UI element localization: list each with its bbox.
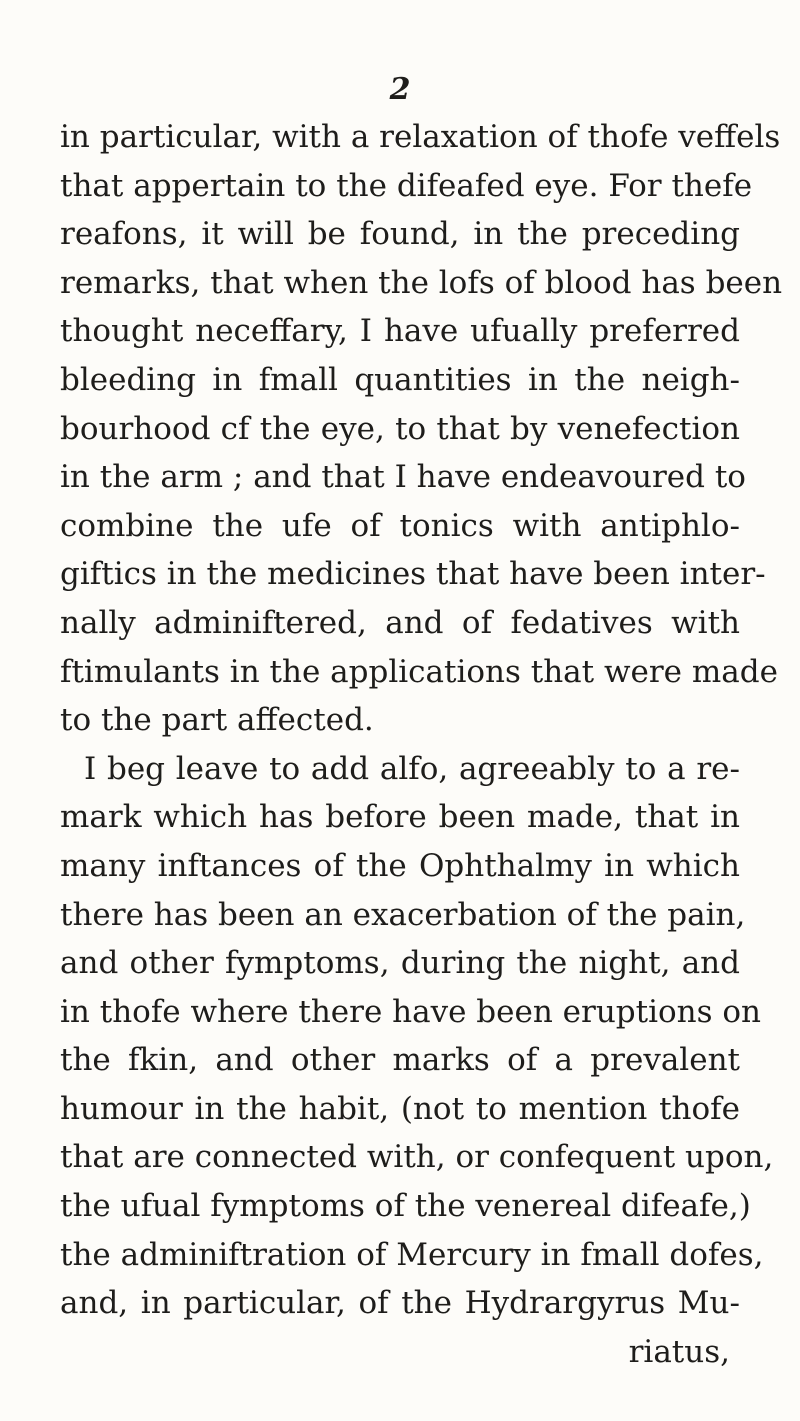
- text-line: to the part affected.: [60, 702, 374, 739]
- text-line: thought neceffary, I have ufually preferred: [60, 313, 740, 350]
- text-line: I beg leave to add alfo, agreeably to a re-: [84, 750, 740, 787]
- text-line: in the arm ; and that I have endeavoured to: [60, 459, 746, 496]
- page-number: 2: [389, 72, 411, 107]
- text-line: bourhood cf the eye, to that by venefection: [60, 410, 740, 447]
- catchword: riatus,: [628, 1333, 730, 1370]
- text-line: the adminiftration of Mercury in fmall dofes,: [60, 1236, 764, 1273]
- text-line: nally adminiftered, and of fedatives with: [60, 604, 740, 641]
- text-line: that appertain to the difeafed eye. For thefe: [60, 167, 753, 204]
- text-line: humour in the habit, (not to mention thofe: [60, 1090, 740, 1127]
- text-line: giftics in the medicines that have been inter-: [60, 556, 766, 593]
- text-line: mark which has before been made, that in: [60, 799, 740, 836]
- text-line: many inftances of the Ophthalmy in which: [60, 847, 740, 884]
- text-line: the fkin, and other marks of a prevalent: [60, 1042, 740, 1079]
- text-line: the ufual fymptoms of the venereal difeafe,): [60, 1188, 751, 1225]
- text-line: remarks, that when the lofs of blood has been: [60, 264, 783, 301]
- text-line: and, in particular, of the Hydrargyrus Mu-: [60, 1285, 740, 1322]
- text-line: ftimulants in the applications that were made: [60, 653, 778, 690]
- text-line: combine the ufe of tonics with antiphlo-: [60, 507, 740, 544]
- text-line: bleeding in fmall quantities in the neigh-: [60, 361, 740, 398]
- body-text: [60, 113, 783, 1376]
- text-line: and other fymptoms, during the night, and: [60, 945, 740, 982]
- text-line: there has been an exacerbation of the pain,: [60, 896, 746, 933]
- text-line: in particular, with a relaxation of thofe veffels: [60, 119, 781, 155]
- text-line: in thofe where there have been eruptions on: [60, 993, 762, 1030]
- text-line: reafons, it will be found, in the preceding: [60, 216, 740, 253]
- text-line: that are connected with, or confequent upon,: [60, 1139, 774, 1176]
